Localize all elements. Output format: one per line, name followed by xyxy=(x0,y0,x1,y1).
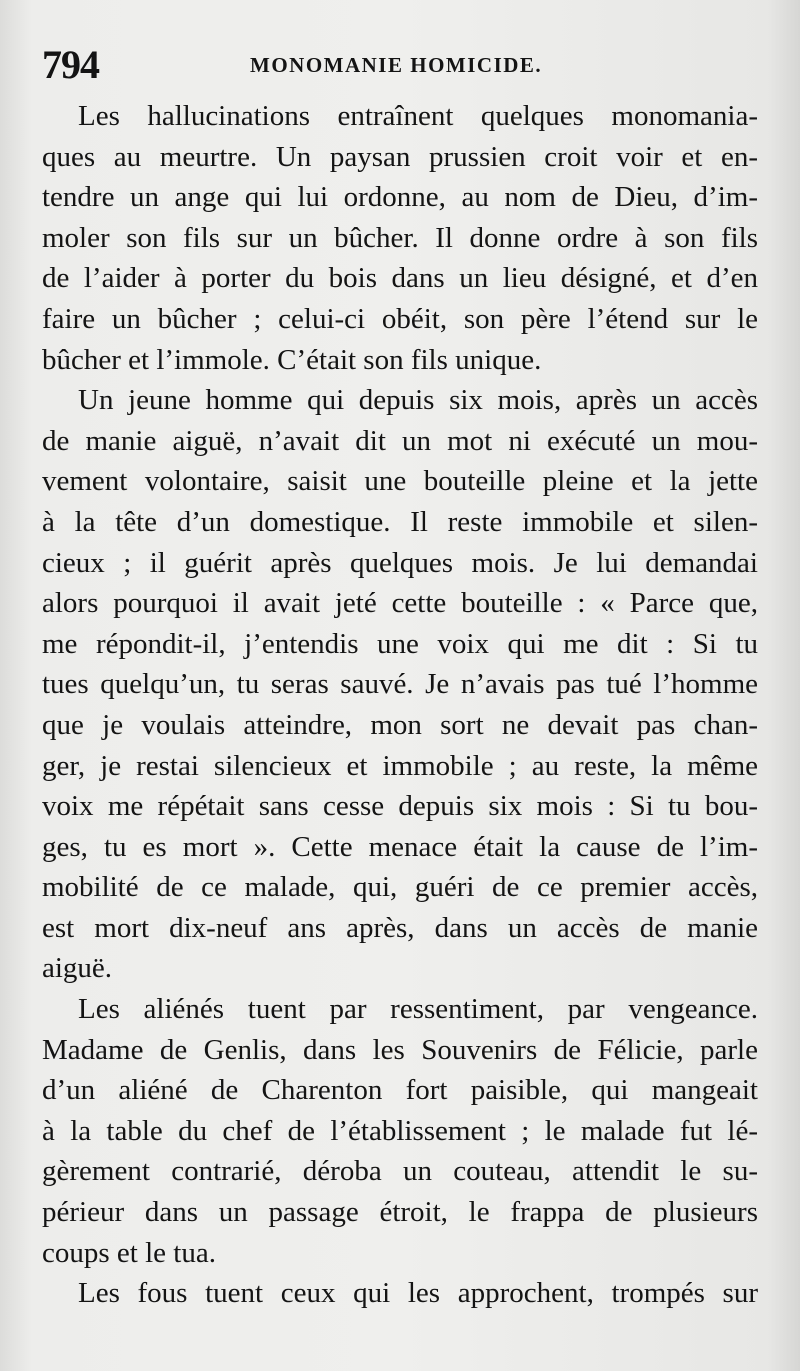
text-line: ques au meurtre. Un paysan prussien croit voir et en- xyxy=(42,140,758,173)
text-line: est mort dix-neuf ans après, dans un accès de manie xyxy=(42,911,758,944)
text-line: de l’aider à porter du bois dans un lieu désigné, et d’en xyxy=(42,262,758,295)
paragraph-jeune-homme xyxy=(42,380,758,989)
paragraph-hallucinations xyxy=(42,96,758,380)
paragraph-ressentiment xyxy=(42,989,758,1273)
text-line: à la tête d’un domestique. Il reste immobile et silen- xyxy=(42,505,758,538)
text-line: Madame de Genlis, dans les Souvenirs de Félicie, parle xyxy=(42,1033,758,1066)
running-title: MONOMANIE HOMICIDE. xyxy=(250,53,543,77)
text-line: aiguë. xyxy=(42,952,113,985)
text-line: vement volontaire, saisit une bouteille pleine et la jette xyxy=(42,465,758,498)
text-line: périeur dans un passage étroit, le frappa de plusieurs xyxy=(42,1196,758,1229)
text-line: mobilité de ce malade, qui, guéri de ce premier accès, xyxy=(42,871,758,904)
text-line: cieux ; il guérit après quelques mois. Je lui demandai xyxy=(42,546,758,579)
text-line: ges, tu es mort ». Cette menace était la cause de l’im- xyxy=(42,830,758,863)
text-line: Les fous tuent ceux qui les approchent, trompés sur xyxy=(78,1277,758,1310)
text-line: à la table du chef de l’établissement ; le malade fut lé- xyxy=(42,1114,758,1147)
text-line: faire un bûcher ; celui-ci obéit, son père l’étend sur le xyxy=(42,302,758,335)
text-line: Un jeune homme qui depuis six mois, après un accès xyxy=(78,384,758,417)
text-line: tendre un ange qui lui ordonne, au nom de Dieu, d’im- xyxy=(42,181,758,214)
text-line: moler son fils sur un bûcher. Il donne ordre à son fils xyxy=(42,221,758,254)
text-line: gèrement contrarié, déroba un couteau, attendit le su- xyxy=(42,1155,758,1188)
text-line: ger, je restai silencieux et immobile ; au reste, la même xyxy=(42,749,758,782)
text-line: coups et le tua. xyxy=(42,1236,216,1269)
text-line: bûcher et l’immole. C’était son fils unique. xyxy=(42,343,542,376)
text-line: de manie aiguë, n’avait dit un mot ni exécuté un mou- xyxy=(42,424,758,457)
paragraph-les-fous xyxy=(42,1273,758,1314)
page-number: 794 xyxy=(42,42,99,87)
text-line: me répondit-il, j’entendis une voix qui me dit : Si tu xyxy=(42,627,758,660)
body-text xyxy=(42,96,758,1314)
text-line: alors pourquoi il avait jeté cette bouteille : « Parce que, xyxy=(42,587,758,620)
text-line: Les hallucinations entraînent quelques monomania- xyxy=(78,100,758,132)
text-line: que je voulais atteindre, mon sort ne devait pas chan- xyxy=(42,708,758,741)
text-line: voix me répétait sans cesse depuis six mois : Si tu bou- xyxy=(42,790,758,823)
text-line: d’un aliéné de Charenton fort paisible, qui mangeait xyxy=(42,1074,758,1107)
text-line: Les aliénés tuent par ressentiment, par vengeance. xyxy=(78,993,758,1026)
text-line: tues quelqu’un, tu seras sauvé. Je n’avais pas tué l’homme xyxy=(42,668,758,701)
page-header xyxy=(40,40,760,90)
